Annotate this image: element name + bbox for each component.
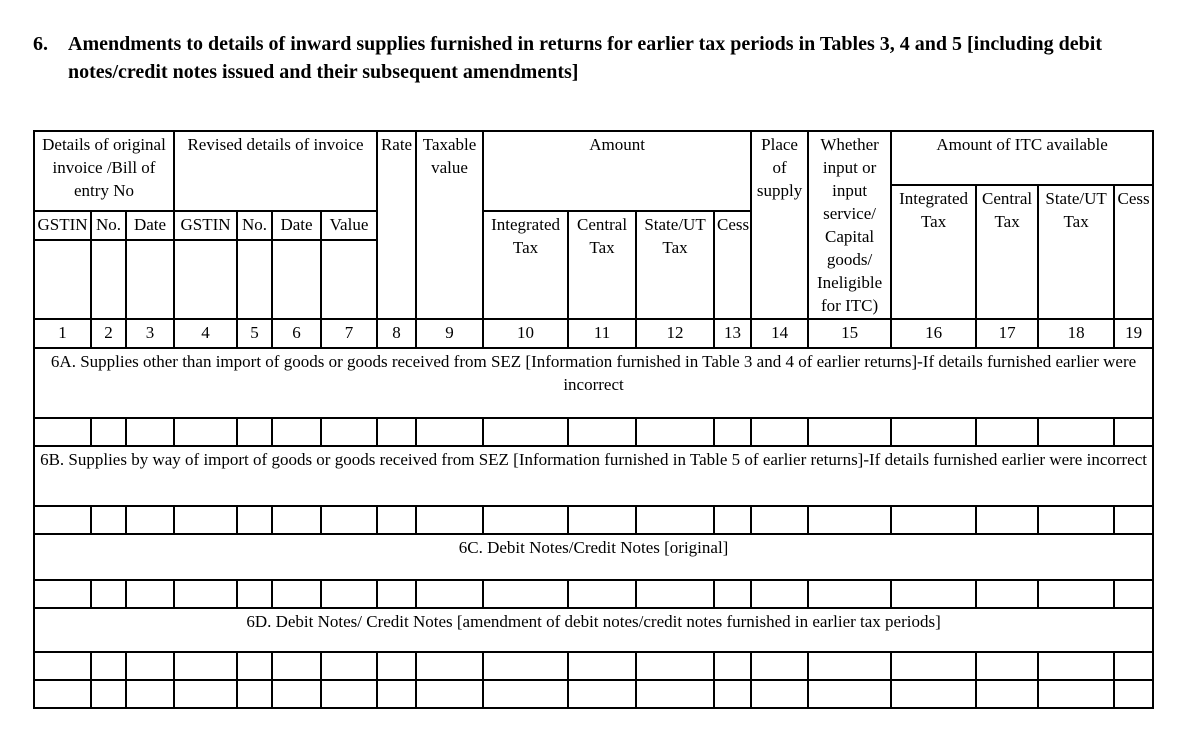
entry-row [34, 652, 1153, 680]
empty-cell [714, 418, 751, 446]
column-number: 1 [34, 319, 91, 348]
empty-cell [126, 652, 174, 680]
column-number: 19 [1114, 319, 1153, 348]
column-number: 6 [272, 319, 321, 348]
empty-cell [416, 418, 483, 446]
empty-cell [891, 418, 976, 446]
empty-cell [808, 680, 891, 708]
empty-cell [714, 652, 751, 680]
header-filler-cell [34, 240, 91, 319]
header-filler-cell [272, 240, 321, 319]
entry-row [34, 418, 1153, 446]
empty-cell [636, 680, 714, 708]
entry-row [34, 680, 1153, 708]
empty-cell [751, 506, 808, 534]
empty-cell [416, 506, 483, 534]
empty-cell [483, 680, 568, 708]
header-filler-cell [174, 240, 237, 319]
empty-cell [237, 580, 272, 608]
empty-cell [34, 680, 91, 708]
section-heading [33, 30, 1118, 86]
empty-cell [321, 652, 377, 680]
column-number: 5 [237, 319, 272, 348]
section-6d-label: 6D. Debit Notes/ Credit Notes [amendment of debit notes/credit notes furnished in earlier tax periods] [34, 608, 1153, 652]
empty-cell [377, 680, 416, 708]
column-number: 2 [91, 319, 126, 348]
header-place-of-supply: Place of supply [751, 131, 808, 319]
empty-cell [1038, 506, 1114, 534]
empty-cell [377, 580, 416, 608]
empty-cell [91, 680, 126, 708]
column-number: 8 [377, 319, 416, 348]
empty-cell [34, 580, 91, 608]
empty-cell [891, 652, 976, 680]
empty-cell [751, 580, 808, 608]
column-number: 18 [1038, 319, 1114, 348]
empty-cell [976, 506, 1038, 534]
empty-cell [416, 652, 483, 680]
empty-cell [91, 506, 126, 534]
header-row-groups [34, 131, 1153, 185]
empty-cell [808, 652, 891, 680]
empty-cell [416, 680, 483, 708]
empty-cell [976, 418, 1038, 446]
empty-cell [636, 652, 714, 680]
empty-cell [976, 580, 1038, 608]
header-filler-cell [321, 240, 377, 319]
empty-cell [891, 680, 976, 708]
header-revised-no: No. [237, 211, 272, 241]
empty-cell [321, 580, 377, 608]
header-original-no: No. [91, 211, 126, 241]
empty-cell [483, 506, 568, 534]
empty-cell [1114, 652, 1153, 680]
empty-cell [636, 580, 714, 608]
column-number: 13 [714, 319, 751, 348]
empty-cell [891, 580, 976, 608]
header-itc-stateut-tax: State/UT Tax [1038, 185, 1114, 319]
empty-cell [237, 506, 272, 534]
empty-cell [1114, 506, 1153, 534]
amendments-table [33, 130, 1154, 709]
empty-cell [568, 652, 636, 680]
empty-cell [174, 580, 237, 608]
empty-cell [751, 652, 808, 680]
header-itc-category: Whether input or input service/ Capital goods/ Ineligible for ITC) [808, 131, 891, 319]
empty-cell [91, 580, 126, 608]
empty-cell [272, 680, 321, 708]
section-caption-row-6b [34, 446, 1153, 506]
empty-cell [126, 680, 174, 708]
empty-cell [751, 680, 808, 708]
section-caption-row-6c [34, 534, 1153, 580]
empty-cell [126, 418, 174, 446]
header-taxable-value: Taxable value [416, 131, 483, 319]
empty-cell [483, 418, 568, 446]
column-number: 7 [321, 319, 377, 348]
empty-cell [1114, 580, 1153, 608]
column-number: 9 [416, 319, 483, 348]
empty-cell [568, 418, 636, 446]
section-number: 6. [33, 33, 48, 55]
header-original-gstin: GSTIN [34, 211, 91, 241]
empty-cell [237, 418, 272, 446]
column-number: 14 [751, 319, 808, 348]
empty-cell [377, 418, 416, 446]
empty-cell [636, 506, 714, 534]
empty-cell [976, 652, 1038, 680]
header-revised-invoice: Revised details of invoice [174, 131, 377, 211]
header-revised-date: Date [272, 211, 321, 241]
empty-cell [891, 506, 976, 534]
header-original-invoice: Details of original invoice /Bill of entry No [34, 131, 174, 211]
empty-cell [34, 418, 91, 446]
header-revised-value: Value [321, 211, 377, 241]
empty-cell [174, 506, 237, 534]
empty-cell [976, 680, 1038, 708]
empty-cell [174, 680, 237, 708]
empty-cell [34, 506, 91, 534]
empty-cell [34, 652, 91, 680]
empty-cell [568, 506, 636, 534]
header-filler-cell [237, 240, 272, 319]
empty-cell [714, 680, 751, 708]
empty-cell [636, 418, 714, 446]
empty-cell [126, 580, 174, 608]
empty-cell [272, 652, 321, 680]
empty-cell [321, 680, 377, 708]
empty-cell [483, 652, 568, 680]
column-number: 12 [636, 319, 714, 348]
empty-cell [714, 580, 751, 608]
empty-cell [272, 580, 321, 608]
empty-cell [1038, 680, 1114, 708]
empty-cell [321, 418, 377, 446]
empty-cell [377, 652, 416, 680]
column-number: 15 [808, 319, 891, 348]
empty-cell [91, 652, 126, 680]
empty-cell [174, 418, 237, 446]
header-filler-cell [126, 240, 174, 319]
section-title: Amendments to details of inward supplies furnished in returns for earlier tax periods in Tables 3, 4 and 5 [including debit notes/credit notes issued and their subsequent amendments] [68, 33, 1103, 83]
column-number: 10 [483, 319, 568, 348]
header-itc-available: Amount of ITC available [891, 131, 1153, 185]
empty-cell [1114, 418, 1153, 446]
header-itc-cess: Cess [1114, 185, 1153, 319]
empty-cell [91, 418, 126, 446]
empty-cell [808, 506, 891, 534]
empty-cell [1038, 580, 1114, 608]
empty-cell [808, 580, 891, 608]
header-amount-cess: Cess [714, 211, 751, 320]
empty-cell [808, 418, 891, 446]
empty-cell [751, 418, 808, 446]
column-number: 11 [568, 319, 636, 348]
entry-row [34, 580, 1153, 608]
empty-cell [237, 680, 272, 708]
header-revised-gstin: GSTIN [174, 211, 237, 241]
empty-cell [126, 506, 174, 534]
header-itc-integrated-tax: Integrated Tax [891, 185, 976, 319]
section-6c-label: 6C. Debit Notes/Credit Notes [original] [34, 534, 1153, 580]
column-number: 16 [891, 319, 976, 348]
header-amount-central-tax: Central Tax [568, 211, 636, 320]
empty-cell [321, 506, 377, 534]
header-rate: Rate [377, 131, 416, 319]
column-number: 3 [126, 319, 174, 348]
column-number: 4 [174, 319, 237, 348]
column-numbers-row [34, 319, 1153, 348]
section-caption-row-6d [34, 608, 1153, 652]
empty-cell [483, 580, 568, 608]
section-6a-label: 6A. Supplies other than import of goods or goods received from SEZ [Information furnished in Table 3 and 4 of earlier returns]-If details furnished earlier were incorrect [34, 348, 1153, 418]
empty-cell [174, 652, 237, 680]
empty-cell [272, 418, 321, 446]
section-6b-label: 6B. Supplies by way of import of goods or goods received from SEZ [Information furnished in Table 5 of earlier returns]-If details furnished earlier were incorrect [34, 446, 1153, 506]
header-amount: Amount [483, 131, 751, 211]
empty-cell [272, 506, 321, 534]
empty-cell [1114, 680, 1153, 708]
empty-cell [416, 580, 483, 608]
column-number: 17 [976, 319, 1038, 348]
entry-row [34, 506, 1153, 534]
empty-cell [1038, 418, 1114, 446]
header-amount-integrated-tax: Integrated Tax [483, 211, 568, 320]
empty-cell [568, 580, 636, 608]
header-original-date: Date [126, 211, 174, 241]
header-filler-cell [91, 240, 126, 319]
section-caption-row-6a [34, 348, 1153, 418]
empty-cell [1038, 652, 1114, 680]
header-amount-stateut-tax: State/UT Tax [636, 211, 714, 320]
empty-cell [568, 680, 636, 708]
empty-cell [714, 506, 751, 534]
header-itc-central-tax: Central Tax [976, 185, 1038, 319]
empty-cell [237, 652, 272, 680]
empty-cell [377, 506, 416, 534]
